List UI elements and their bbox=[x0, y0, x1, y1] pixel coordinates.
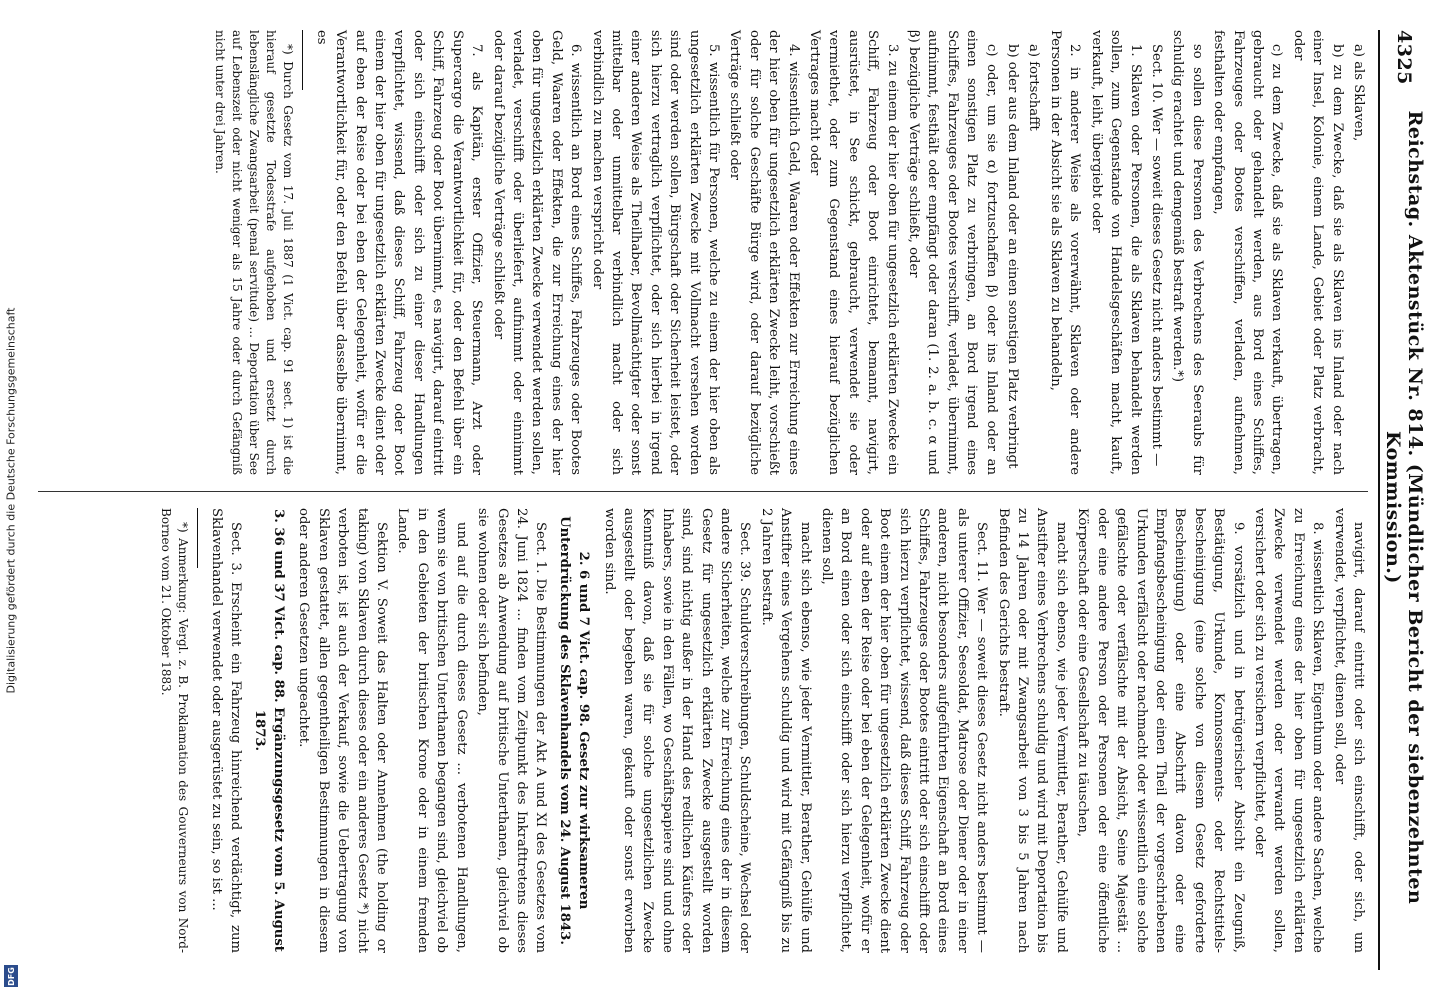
dfg-logo-text: DFG bbox=[6, 966, 16, 986]
column-divider bbox=[38, 491, 1368, 492]
paragraph: 3. zu einem der hier oben für ungesetzlich erklärten Zwecke ein Schiff, Fahrzeug oder Boot einrichtet, bemannt, navigirt, ausrüstet, in See schickt, gebraucht, verwendet sie oder vermiethet, oder zum Gegenstand eines hierauf bezüglichen Vertrages macht oder bbox=[807, 30, 900, 475]
paragraph: Sektion V. Soweit das Halten oder Annehmen (the holding or taking) von Sklaven durch dieses oder ein anderes Gesetz *) nicht verboten ist, ist auch der Verkauf, sowie die Uebertragung von Sklaven gestattet, allen gegentheiligen Bestimmungen in diesem oder anderen Gesetzen ungeachtet. bbox=[296, 508, 390, 953]
rotated-document-content bbox=[0, 30, 1430, 970]
right-column bbox=[155, 508, 1368, 953]
paragraph: 6. wissentlich an Bord eines Schiffes, Fahrzeuges oder Bootes Geld, Waaren oder Effekten, die zur Erreichung eines der hier oben für ungesetzlich erklärten Zwecke verwendet werden sollen, verladet, verschifft oder überliefert, aufnimmt oder einnimmt oder darauf bezügliche Verträge schließt oder bbox=[490, 30, 584, 475]
paragraph: 2. in anderer Weise als vorerwähnt, Sklaven oder andere Personen in der Absicht sie als Sklaven zu behandeln, bbox=[1047, 30, 1083, 475]
paragraph: b) zu dem Zwecke, daß sie als Sklaven ins Inland oder nach einer Insel, Kolonie, einem Lande, Gebiet oder Platz verbracht, oder bbox=[1290, 30, 1345, 475]
page-title: Reichstag. Aktenstück Nr. 814. (Mündlicher Bericht der siebenzehnten Kommission.) bbox=[1382, 110, 1426, 905]
paragraph: 2. 6 und 7 Vict. cap. 98. Gesetz zur wirksameren Unterdrückung des Sklavenhandels vom 24. August 1843. bbox=[556, 516, 592, 945]
paragraph: a) als Sklaven, bbox=[1351, 44, 1366, 142]
paragraph: Sect. 11. Wer — soweit dieses Gesetz nicht anders bestimmt — als unterer Offizier, Seesoldat, Matrose oder Diener oder in einer anderen, nicht besonders aufgeführten Eigenschaft an Bord eines Schiffes, Fahrzeuges oder Bootes eintritt oder sich einschifft oder sich hierzu verpflichtet, wissend, daß dieses Schiff, Fahrzeug oder Boot einem der hier oben für ungesetzlich erklärten Zwecke dient oder auf eben der Reise oder bei eben der Gelegenheit, wofür er an Bord einen oder sich einschifft oder sich hierzu verpflichtet, dienen soll, bbox=[819, 508, 990, 953]
paragraph: Sect. 10. Wer — soweit dieses Gesetz nicht anders bestimmt — bbox=[1148, 44, 1164, 467]
page-number: 4325 bbox=[1393, 30, 1415, 85]
digitization-credit: Digitalisierung gefördert durch die Deutsche Forschungsgemeinschaft bbox=[4, 307, 18, 693]
paragraph: und auf die durch dieses Gesetz ... verbotenen Handlungen, wenn sie von britischen Unterthanen begangen sind, gleichviel ob in den Gebieten der britischen Krone oder in einem fremden Lande. bbox=[395, 508, 469, 953]
paragraph: 8. wissentlich Sklaven, Eigenthum oder andere Sachen, welche zu Erreichung eines der hier oben für ungesetzlich erklärten Zwecke verwendet werden oder verwandt werden sollen, versichert oder sich zu versichern verpflichtet, oder bbox=[1251, 508, 1326, 953]
footnote: *) Anmerkung: Vergl. z. B. Proklamation des Gouverneurs von Nord-Borneo vom 21. Oktober 1883. bbox=[159, 508, 191, 953]
paragraph: navigirt, darauf eintritt oder sich einschifft, oder sich, um verwendet, verpflichtet, dienen soll, oder bbox=[1331, 508, 1366, 953]
paragraph: Sect. 39. Schuldverschreibungen, Schuldscheine, Wechsel oder andere Sicherheiten, welche zur Erreichung eines der in diesem Gesetz für ungesetzlich erklärten Zwecke ausgestellt worden sind, sind nichtig außer in der Hand des redlichen Käufers oder Inhabers, sowie in den Fällen, wo Geschäftspapiere sind und ohne Kenntniß davon, daß sie für solche ungesetzlichen Zwecke ausgestellt oder begeben waren, gekauft oder sonst erworben worden sind. bbox=[601, 508, 753, 953]
paragraph: Sect. 1. Die Bestimmungen der Akt A und XI des Gesetzes vom 24. Juni 1824 ... finden vom Zeitpunkt des Inkrafttretens dieses Gesetzes ab Anwendung auf britische Unterthanen, gleichviel ob sie wohnen oder sich befinden, bbox=[475, 508, 549, 953]
footnote: *) Durch Gesetz vom 17. Juli 1887 (1 Vict. cap. 91 sect. 1) ist die hierauf gesetzte Todesstrafe aufgehoben und ersetzt durch lebenslängliche Zwangsarbeit (penal servitude) ... Deportation über See auf Lebenszeit oder nicht weniger als 15 Jahre oder durch Gefängniß nicht unter drei Jahren. bbox=[213, 30, 296, 475]
paragraph: 3. 36 und 37 Vict. cap. 88. Ergänzungsgesetz vom 5. August 1873. bbox=[251, 509, 287, 952]
paragraph: c) oder, um sie α) fortzuschaffen β) oder ins Inland oder an einen sonstigen Platz zu verbringen, an Bord irgend eines Schiffes, Fahrzeuges oder Bootes verschifft, verladet, übernimmt, aufnimmt, festhält oder empfängt oder daran (1. 2. a. b. c. α und β) bezügliche Verträge schließt, oder bbox=[906, 30, 999, 475]
paragraph: a) fortschafft bbox=[1026, 44, 1042, 131]
paragraph: b) oder aus dem Inland oder an einen sonstigen Platz verbringt bbox=[1005, 44, 1021, 469]
paragraph: 9. vorsätzlich und in betrügerischer Absicht ein Zeugniß, Bestätigung, Urkunde, Konnossements- oder Rechtstitels-bescheinigung (eine solche von diesem Gesetz geforderte Bescheinigung) oder eine Abschrift davon oder eine Empfangsbescheinigung oder einen Theil der vorgeschriebenen Urkunden verfälscht oder nachmacht oder wissentlich eine solche gefälschte oder verfälschte mit der Absicht, Seine Majestät ... oder eine andere Person oder Personen oder eine öffentliche Körperschaft oder eine Gesellschaft zu täuschen, bbox=[1075, 508, 1246, 953]
paragraph: Sect. 3. Erscheint ein Fahrzeug hinreichend verdächtigt, zum Sklavenhandel verwendet oder ausgerüstet zu sein, so ist ... bbox=[208, 508, 244, 953]
paragraph: 4. wissentlich Geld, Waaren oder Effekten zur Erreichung eines der hier oben für ungesetzlich erklärten Zwecke leiht, vorschießt oder für solche Geschäfte Bürge wird, oder darauf bezügliche Verträge schließt oder bbox=[727, 30, 801, 475]
footnote-rule bbox=[302, 30, 303, 90]
paragraph: 1. Sklaven oder Personen, die als Sklaven behandelt werden sollen, zum Gegenstande von Handelsgeschäften macht, kauft, verkauft, leiht, übergiebt oder bbox=[1088, 30, 1143, 475]
footnote-rule bbox=[197, 508, 198, 568]
paragraph: macht sich ebenso, wie jeder Vermittler, Berather, Gehülfe und Anstifter eines Vergehens schuldig und wird mit Gefängniß bis zu 2 Jahren bestraft. bbox=[758, 508, 813, 953]
left-column bbox=[209, 30, 1368, 475]
paragraph: 7. als Kapitän, erster Offizier, Steuermann, Arzt oder Supercargo die Verantwortlichkeit für, oder den Befehl über ein Schiff, Fahrzeug oder Boot übernimmt, es navigirt, darauf eintritt oder sich einschifft oder sich zu einer dieser Handlungen verpflichtet, wissend, daß dieses Schiff, Fahrzeug oder Boot einem der hier oben für ungesetzlich erklärten Zwecke dient oder auf eben der Reise oder bei eben der Gelegenheit, wofür er die Verantwortlichkeit für, oder den Befehl über dasselbe übernimmt, es bbox=[313, 30, 485, 475]
paragraph: so sollen diese Personen des Verbrechens des Seeraubs für schuldig erachtet und demgemäß bestraft werden.*) bbox=[1170, 30, 1205, 475]
paragraph: c) zu dem Zwecke, daß sie als Sklaven verkauft, übertragen, gebraucht oder gehandelt werden, aus Bord eines Schiffes, Fahrzeuges oder Bootes verschiffen, verladen, aufnehmen, festhalten oder empfangen, bbox=[1211, 30, 1285, 475]
header-rule bbox=[1378, 30, 1380, 970]
paragraph: macht sich ebenso, wie jeder Vermittler, Berather, Gehülfe und Anstifter eines Verbrechens schuldig und wird mit Deportation bis zu 14 Jahren oder mit Zwangsarbeit von 3 bis 5 Jahren nach Befinden des Gerichts bestraft. bbox=[995, 508, 1069, 953]
page-header bbox=[1382, 30, 1426, 970]
paragraph: 5. wissentlich für Personen, welche zu einem der hier oben als ungesetzlich erklärten Zwecke mit Vollmacht versehen worden sind oder werden sollen, Bürgschaft oder Sicherheit leistet, oder sich hierzu vertraglich verpflichtet, oder sich hierbei in irgend einer anderen Weise als Theilhaber, Bevollmächtigter oder sonst mittelbar oder unmittelbar verbindlich macht oder sich verbindlich zu machen verspricht oder bbox=[589, 30, 721, 475]
